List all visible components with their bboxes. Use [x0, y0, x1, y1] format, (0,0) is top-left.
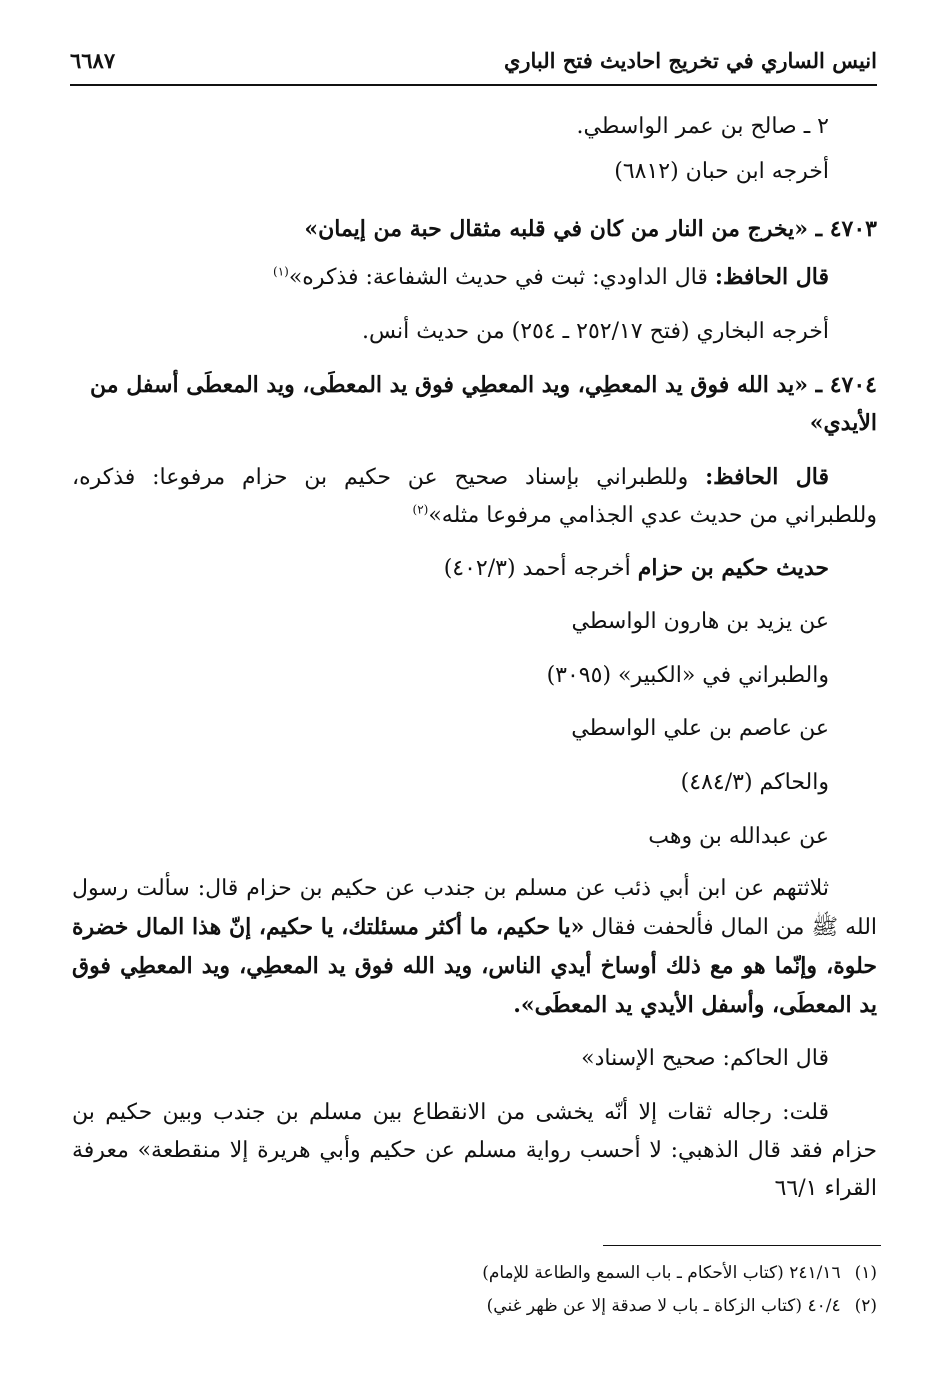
footnote-text: ٢٤١/١٦ (كتاب الأحكام ـ باب السمع والطاعة للإمام) [482, 1263, 841, 1283]
footnote-ref: (١) [273, 264, 289, 279]
chain-line: والطبراني في «الكبير» (٣٠٩٥) [546, 663, 829, 688]
hafiz-text: قال الداودي: ثبت في حديث الشفاعة: فذكره» [288, 265, 715, 290]
hadith-source-line [72, 549, 877, 588]
hafiz-comment [72, 458, 877, 535]
hafiz-text: وللطبراني بإسناد صحيح عن حكيم بن حزام مرفوعا: فذكره، وللطبراني من حديث عدي الجذامي مرفوعا مثله» [72, 465, 877, 528]
narrator-line: ٢ ـ صالح بن عمر الواسطي. [576, 114, 829, 139]
paragraph-plain: ثلاثتهم عن ابن أبي ذئب عن مسلم بن جندب عن حكيم بن حزام قال: سألت رسول الله ﷺ من المال فألحفت فقال [72, 876, 878, 940]
hafiz-label: قال الحافظ: [705, 464, 829, 490]
footnote-number: (٢) [854, 1296, 877, 1316]
chain-line: عن عاصم بن علي الواسطي [571, 716, 829, 741]
hadith-heading-4703: ٤٧٠٣ ـ «يخرج من النار من كان في قلبه مثقال حبة من إيمان» [304, 216, 877, 242]
hadith-source-rest: أخرجه أحمد (٤٠٢/٣) [443, 556, 638, 581]
running-header [70, 40, 877, 80]
chain-line: عن يزيد بن هارون الواسطي [571, 609, 829, 634]
takhrij-line: أخرجه البخاري (فتح ٢٥٢/١٧ ـ ٢٥٤) من حديث أنس. [361, 319, 829, 344]
hadith-text-paragraph [72, 870, 877, 1025]
hafiz-comment [72, 258, 877, 297]
book-title: انيس الساري في تخريج احاديث فتح الباري [503, 47, 877, 73]
footnote-number: (١) [854, 1263, 877, 1283]
paragraph-bold: «يا حكيم، ما أكثر مسئلتك، يا حكيم، إنّ هذا المال خضرة حلوة، وإنّما هو مع ذلك أوساخ أيدي الناس، ويد الله فوق يد المعطِي، ويد المعطِي فوق يد المعطَى، وأسفل الأيدي يد المعطَى». [72, 914, 877, 1018]
hafiz-label: قال الحافظ: [714, 264, 829, 290]
footnote-1 [72, 1258, 877, 1288]
hakim-verdict: قال الحاكم: صحيح الإسناد» [581, 1046, 829, 1071]
hadith-heading-4704: ٤٧٠٤ ـ «يد الله فوق يد المعطِي، ويد المعطِي فوق يد المعطَى، ويد المعطَى أسفل من الأيدي» [90, 372, 877, 436]
footnote-2 [72, 1291, 877, 1321]
footnote-rule [603, 1245, 881, 1246]
footnote-ref: (٢) [412, 502, 429, 517]
header-rule [70, 84, 877, 86]
hadith-source-bold: حديث حكيم بن حزام [637, 555, 829, 581]
chain-line: والحاكم (٤٨٤/٣) [680, 770, 829, 795]
chain-line: عن عبدالله بن وهب [648, 824, 829, 849]
takhrij-line: أخرجه ابن حبان (٦٨١٢) [614, 159, 829, 184]
author-comment-paragraph: قلت: رجاله ثقات إلا أنّه يخشى من الانقطاع بين مسلم بن جندب وبين حكيم بن حزام فقد قال الذهبي: لا أحسب رواية مسلم عن حكيم وأبي هريرة إلا منقطعة» معرفة القراء ٦٦/١ [72, 1100, 877, 1201]
page-number: ٦٦٨٧ [70, 47, 116, 73]
footnote-text: ٤٠/٤ (كتاب الزكاة ـ باب لا صدقة إلا عن ظهر غني) [486, 1296, 841, 1316]
